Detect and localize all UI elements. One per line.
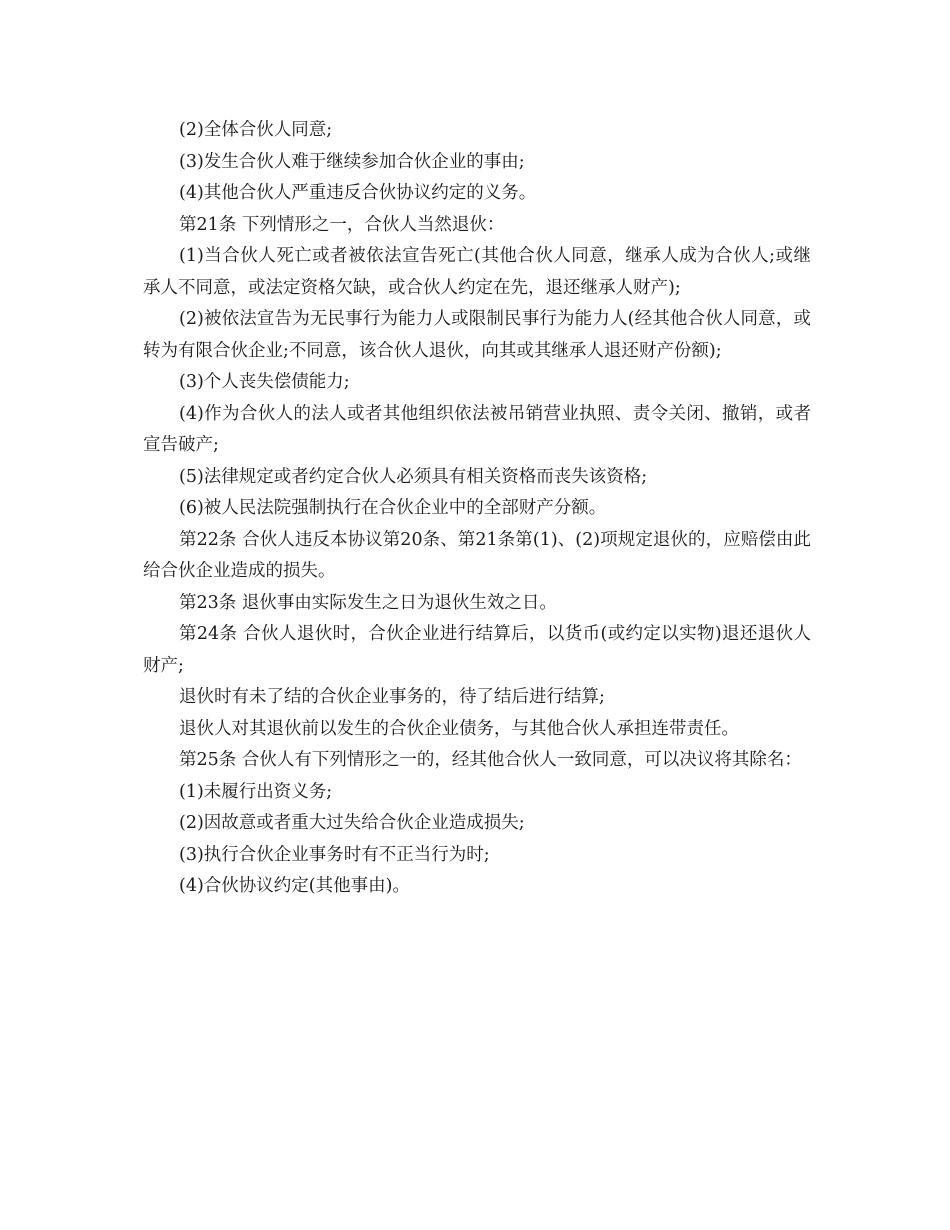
article-25-item-1: (1)未履行出资义务; — [179, 781, 333, 802]
article-21-item-6: (6)被人民法院强制执行在合伙企业中的全部财产分额。 — [179, 498, 607, 518]
article-21-item-1: (1)当合伙人死亡或者被依法宣告死亡(其他合伙人同意，继承人成为合伙人;或继承人不同意，或法定资格欠缺，或合伙人约定在先，退还继承人财产); — [143, 246, 811, 298]
article-25-item-3: (3)执行合伙企业事务时有不正当行为时; — [179, 844, 490, 865]
article-21-item-4: (4)作为合伙人的法人或者其他组织依法被吊销营业执照、责令关闭、撤销，或者宣告破产; — [143, 403, 811, 455]
article-25-item-2: (2)因故意或者重大过失给合伙企业造成损失; — [179, 813, 525, 833]
article-21-item-2: (2)被依法宣告为无民事行为能力人或限制民事行为能力人(经其他合伙人同意，或转为有限合伙企业;不同意，该合伙人退伙，向其或其继承人退还财产份额); — [143, 309, 811, 361]
paragraph-item-2: (2)全体合伙人同意; — [179, 120, 333, 140]
paragraph-item-3: (3)发生合伙人难于继续参加合伙企业的事由; — [179, 151, 525, 172]
article-25-item-4: (4)合伙协议约定(其他事由)。 — [179, 876, 410, 896]
article-24: 第24条 合伙人退伙时，合伙企业进行结算后，以货币(或约定以实物)退还退伙人财产; — [143, 624, 811, 676]
article-22: 第22条 合伙人违反本协议第20条、第21条第(1)、(2)项规定退伙的，应赔偿由此给合伙企业造成的损失。 — [143, 529, 811, 581]
article-23: 第23条 退伙事由实际发生之日为退伙生效之日。 — [179, 592, 557, 613]
article-21-heading: 第21条 下列情形之一，合伙人当然退伙： — [179, 214, 505, 235]
article-21-item-5: (5)法律规定或者约定合伙人必须具有相关资格而丧失该资格; — [179, 466, 648, 487]
article-24-settlement: 退伙时有未了结的合伙企业事务的，待了结后进行结算; — [179, 687, 605, 707]
article-24-liability: 退伙人对其退伙前以发生的合伙企业债务，与其他合伙人承担连带责任。 — [179, 718, 739, 739]
article-21-item-3: (3)个人丧失偿债能力; — [179, 372, 350, 392]
paragraph-item-4: (4)其他合伙人严重违反合伙协议约定的义务。 — [179, 183, 537, 203]
document-body — [143, 115, 811, 903]
article-25-heading: 第25条 合伙人有下列情形之一的，经其他合伙人一致同意，可以决议将其除名： — [179, 750, 802, 770]
